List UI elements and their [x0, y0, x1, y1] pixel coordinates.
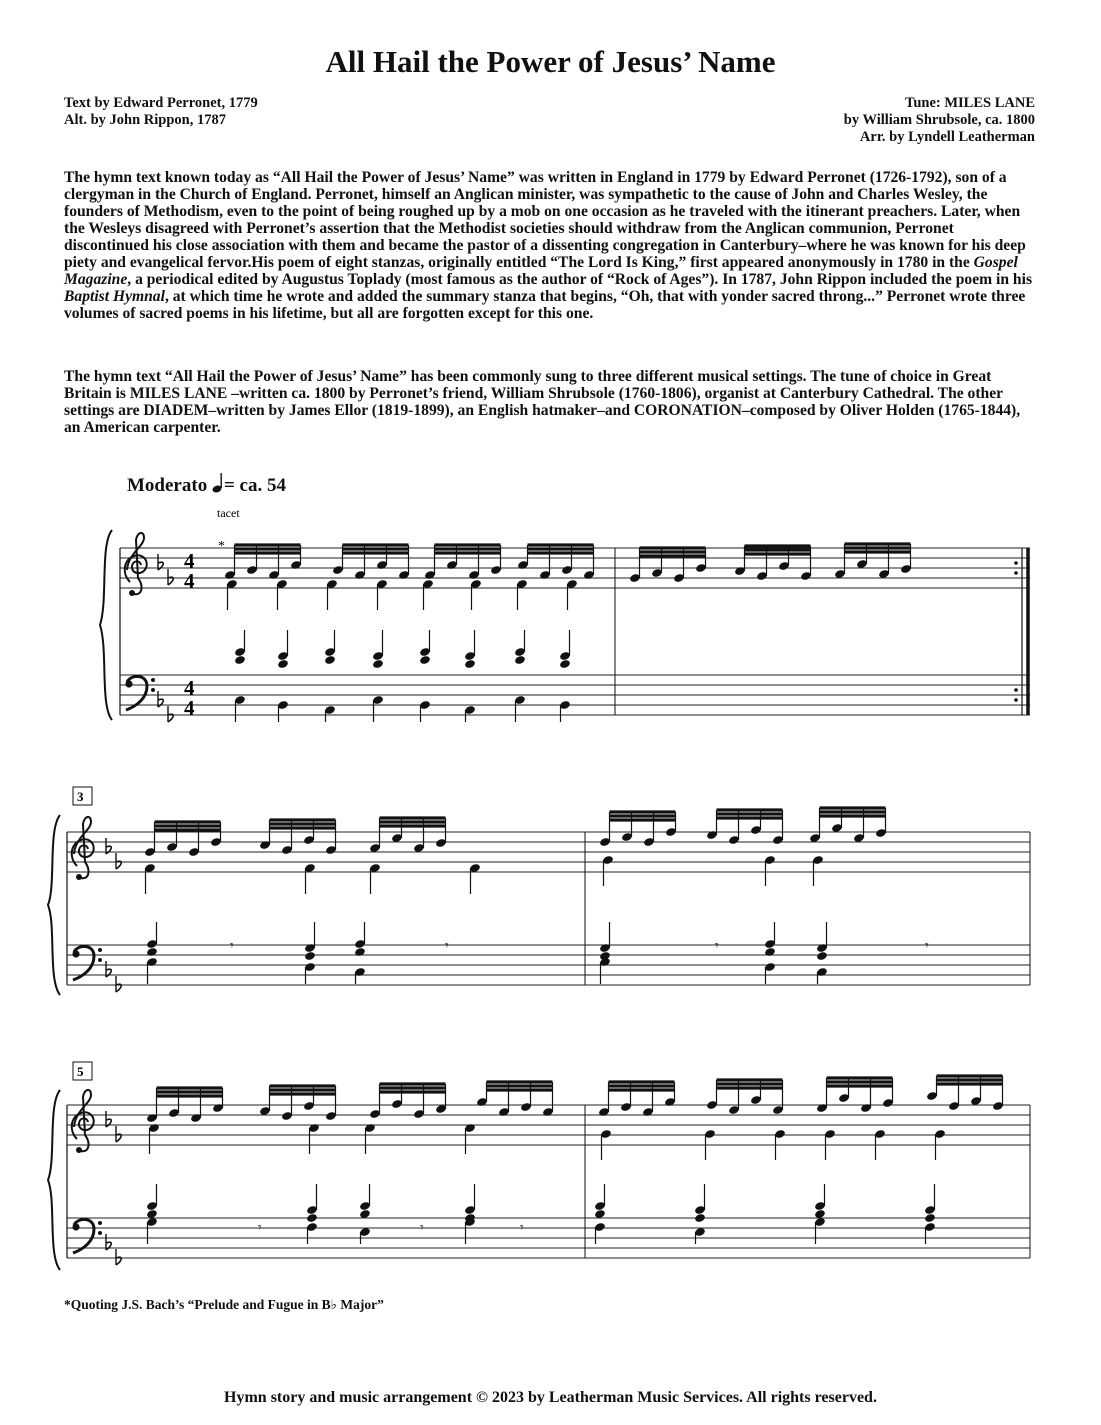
tune-name: Tune: MILES LANE [904, 95, 1035, 111]
notehead [924, 1213, 936, 1223]
system-3 [48, 1062, 1030, 1270]
notehead [764, 947, 776, 957]
measure-number: 3 [77, 789, 84, 804]
notehead [306, 1213, 318, 1223]
notehead [277, 659, 289, 669]
rest-icon: 𝄾 [258, 1220, 262, 1236]
text-alteration: Alt. by John Rippon, 1787 [64, 112, 226, 128]
notehead [559, 659, 571, 669]
tempo-value: = ca. 54 [223, 475, 286, 496]
page-title: All Hail the Power of Jesus’ Name [325, 44, 776, 79]
rest-icon: 𝄾 [445, 938, 449, 954]
grand-staff-brace [48, 815, 60, 995]
footnote: *Quoting J.S. Bach’s “Prelude and Fugue in B♭ Major” [64, 1297, 384, 1312]
measure-number: 5 [77, 1064, 84, 1079]
rest-icon: 𝄾 [520, 1220, 524, 1236]
tempo-word: Moderato [127, 475, 208, 496]
rest-icon: 𝄾 [715, 938, 719, 954]
asterisk-marker: * [218, 539, 225, 554]
notehead [234, 655, 246, 665]
rest-icon: 𝄾 [230, 938, 234, 954]
tacet-marking: tacet [217, 506, 240, 520]
hymn-story-paragraph-1: The hymn text known today as “All Hail the Power of Jesus’ Name” was written in England in 1779 by Edward Perronet (1726-1792), son of a clergyman in the Church of England. Perronet, himself an Anglican minister, was sympathetic to the cause of John and Charles Wesley, the founders of Methodism, even to the point of being roughed up by a mob on one occasion as he traveled with the itinerant preachers. Later, when the Wesleys disagreed with Perronet’s assertion that the Methodist societies should withdraw from the Anglican communion, Perronet discontinued his close association with them and became the pastor of a dissenting congregation in Canterbury–where he was known for his deep piety and evangelical fervor.His poem of eight stanzas, originally entitled “The Lord Is King,” first appeared anonymously in 1780 in the Gospel Magazine, a periodical edited by Augustus Toplady (most famous as the author of “Rock of Ages”). In 1787, John Rippon included the poem in his Baptist Hymnal, at which time he wrote and added the summary stanza that begins, “Oh, that with yonder sacred throng...” Perronet wrote three volumes of sacred poems in his lifetime, but all are forgotten except for this one. [64, 169, 1033, 322]
tune-composer: by William Shrubsole, ca. 1800 [843, 112, 1035, 128]
system-2 [48, 787, 1030, 995]
system-2-notes [144, 808, 929, 984]
treble-clef-icon [72, 817, 94, 880]
notehead [816, 951, 828, 961]
notehead [464, 659, 476, 669]
grand-staff-brace [100, 530, 112, 720]
notehead [324, 655, 336, 665]
notehead [419, 655, 431, 665]
treble-clef-icon [72, 1090, 94, 1153]
notehead [514, 655, 526, 665]
system-1 [100, 506, 1030, 722]
notehead [354, 947, 366, 957]
flat-icon [168, 706, 173, 722]
flat-icon [168, 569, 173, 585]
text-author: Text by Edward Perronet, 1779 [64, 95, 258, 111]
system-3-notes [146, 1076, 1004, 1244]
hymn-story-paragraph-2: The hymn text “All Hail the Power of Jesus’ Name” has been commonly sung to three different musical settings. The tune of choice in Great Britain is MILES LANE –written ca. 1800 by Perronet’s friend, William Shrubsole (1760-1806), organist at Canterbury Cathedral. The other settings are DIADEM–written by James Ellor (1819-1899), an English hatmaker–and CORONATION–composed by Oliver Holden (1765-1844), an American carpenter. [64, 368, 1021, 436]
time-signature-top: 4 [184, 676, 195, 700]
notehead [146, 947, 158, 957]
copyright-notice: Hymn story and music arrangement © 2023 by Leatherman Music Services. All rights reserved. [224, 1389, 877, 1406]
treble-clef-icon [125, 533, 147, 596]
grand-staff-brace [48, 1090, 60, 1270]
notehead [372, 659, 384, 669]
arranger: Arr. by Lyndell Leatherman [859, 129, 1035, 145]
flat-icon [116, 976, 121, 992]
flat-icon [116, 853, 121, 869]
flat-icon [116, 1126, 121, 1142]
rest-icon: 𝄾 [925, 938, 929, 954]
flat-icon [116, 1249, 121, 1265]
rest-icon: 𝄾 [420, 1220, 424, 1236]
notehead [304, 951, 316, 961]
time-signature-top: 4 [184, 549, 195, 573]
notehead [694, 1213, 706, 1223]
time-signature-bottom: 4 [184, 696, 195, 720]
time-signature-bottom: 4 [184, 569, 195, 593]
